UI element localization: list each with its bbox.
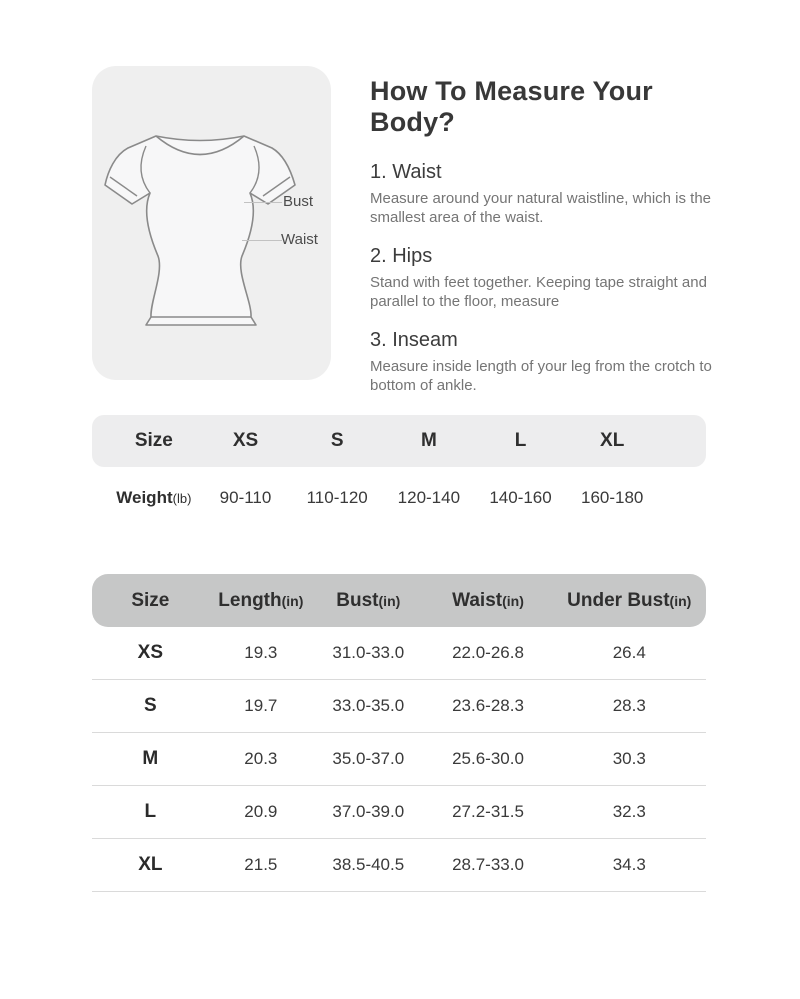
size-table-header xyxy=(92,574,706,627)
length-cell: 21.5 xyxy=(244,855,278,874)
weight-label: Weight xyxy=(116,488,173,507)
weight-table-row xyxy=(92,467,706,529)
underbust-cell: 28.3 xyxy=(612,696,646,715)
underbust-cell: 32.3 xyxy=(612,802,646,821)
underbust-cell: 26.4 xyxy=(612,643,646,662)
size-row-xl xyxy=(92,839,706,892)
weight-table xyxy=(92,415,706,529)
waist-cell: 22.0-26.8 xyxy=(452,643,524,662)
page-title: How To Measure Your Body? xyxy=(370,76,653,137)
size-row-m xyxy=(92,733,706,786)
step-heading-inseam: 3. Inseam xyxy=(370,329,458,351)
step-heading-hips: 2. Hips xyxy=(370,245,433,267)
weight-value-m: 120-140 xyxy=(397,488,461,507)
size-table xyxy=(92,574,706,892)
underbust-cell: 34.3 xyxy=(612,855,646,874)
weight-header-s: S xyxy=(330,430,344,451)
weight-header-xs: XS xyxy=(232,430,259,451)
step-hips xyxy=(370,245,722,311)
waist-callout-label: Waist xyxy=(281,231,318,248)
weight-table-header xyxy=(92,415,706,467)
size-header-waist xyxy=(424,590,553,612)
bust-cell: 37.0-39.0 xyxy=(332,802,405,821)
size-header-waist-label: Waist xyxy=(452,589,503,611)
waist-cell: 27.2-31.5 xyxy=(452,802,524,821)
size-header-bust-unit: (in) xyxy=(378,592,401,609)
waist-cell: 23.6-28.3 xyxy=(452,696,524,715)
size-cell: XS xyxy=(137,642,163,663)
size-header-underbust-label: Under Bust xyxy=(567,589,670,611)
step-inseam xyxy=(370,329,722,395)
weight-row-label xyxy=(108,488,200,508)
weight-header-l: L xyxy=(514,430,527,451)
step-heading-waist: 1. Waist xyxy=(370,161,442,183)
tshirt-illustration-box xyxy=(92,66,331,380)
size-header-length-unit: (in) xyxy=(281,592,304,609)
weight-unit: (lb) xyxy=(172,491,192,506)
length-cell: 19.3 xyxy=(244,643,278,662)
size-cell: S xyxy=(143,695,157,716)
size-cell: M xyxy=(142,748,159,769)
bust-cell: 31.0-33.0 xyxy=(332,643,405,662)
step-body-inseam: Measure inside length of your leg from the crotch to bottom of ankle. xyxy=(370,358,712,394)
weight-value-xs: 90-110 xyxy=(219,488,272,507)
bust-callout-line xyxy=(244,202,282,203)
length-cell: 19.7 xyxy=(244,696,278,715)
weight-value-s: 110-120 xyxy=(306,488,368,507)
size-row-xs xyxy=(92,627,706,680)
bust-cell: 35.0-37.0 xyxy=(332,749,405,768)
size-cell: L xyxy=(144,801,157,822)
size-header-length-label: Length xyxy=(218,589,282,611)
size-header-bust-label: Bust xyxy=(336,589,379,611)
measure-guide xyxy=(370,76,722,413)
tshirt-diagram-icon xyxy=(92,66,331,380)
bust-cell: 33.0-35.0 xyxy=(332,696,405,715)
waist-callout-line xyxy=(242,240,282,241)
size-header-underbust xyxy=(552,590,706,612)
size-cell: XL xyxy=(138,854,163,875)
weight-header-size: Size xyxy=(134,430,173,451)
size-header-size xyxy=(92,590,209,612)
waist-cell: 28.7-33.0 xyxy=(452,855,524,874)
size-header-underbust-unit: (in) xyxy=(669,592,692,609)
step-waist xyxy=(370,161,722,227)
size-header-bust xyxy=(313,590,424,612)
weight-header-xl: XL xyxy=(600,430,625,451)
size-header-waist-unit: (in) xyxy=(502,592,524,609)
waist-cell: 25.6-30.0 xyxy=(452,749,524,768)
step-body-hips: Stand with feet together. Keeping tape straight and parallel to the floor, measure xyxy=(370,274,707,310)
size-row-l xyxy=(92,786,706,839)
size-header-length xyxy=(209,590,313,612)
bust-cell: 38.5-40.5 xyxy=(332,855,405,874)
size-header-size-label: Size xyxy=(131,589,170,611)
size-row-s xyxy=(92,680,706,733)
length-cell: 20.3 xyxy=(244,749,278,768)
weight-header-m: M xyxy=(420,430,437,451)
weight-value-l: 140-160 xyxy=(489,488,552,507)
length-cell: 20.9 xyxy=(244,802,278,821)
underbust-cell: 30.3 xyxy=(612,749,646,768)
bust-callout-label: Bust xyxy=(283,193,314,210)
weight-value-xl: 160-180 xyxy=(581,488,644,507)
step-body-waist: Measure around your natural waistline, which is the smallest area of the waist. xyxy=(370,190,712,226)
